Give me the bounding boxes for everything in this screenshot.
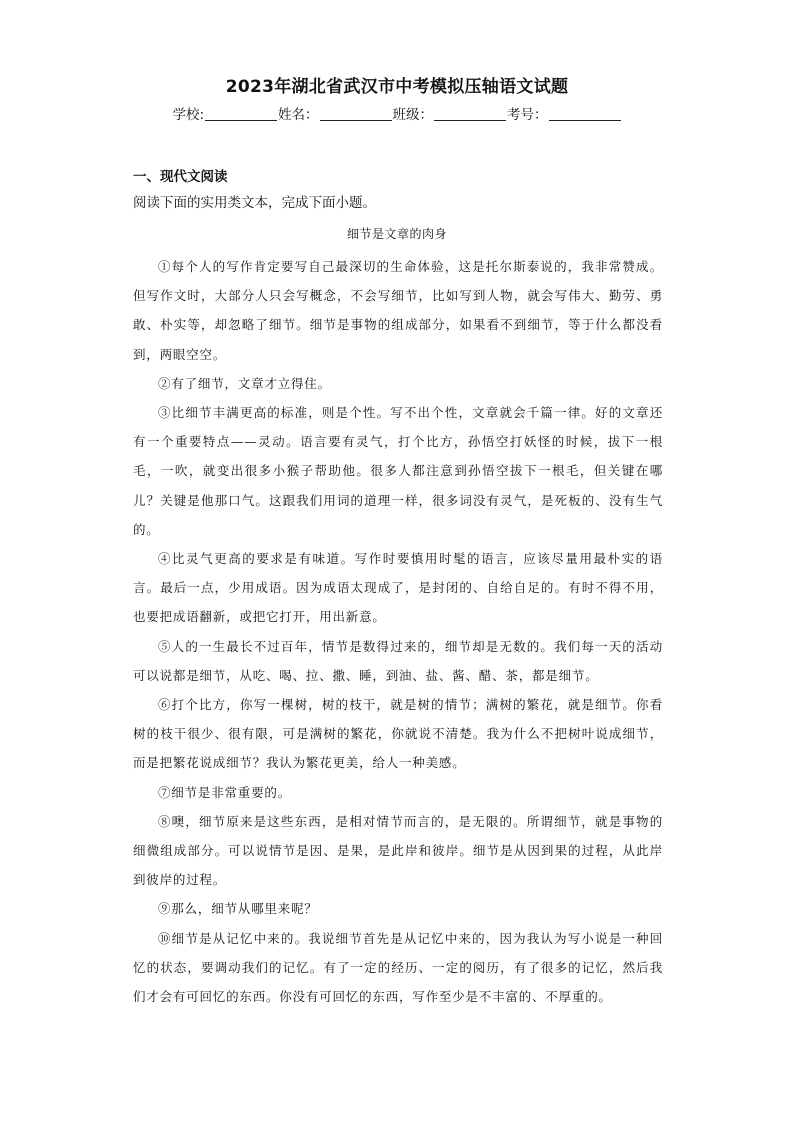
class-label: 班级： xyxy=(392,107,434,123)
paragraph-6: ⑥打个比方，你写一棵树，树的枝干，就是树的情节；满树的繁花，就是细节。你看树的枝干很少、很有限，可是满树的繁花，你就说不清楚。我为什么不把树叶说成细节，而是把繁花说成细节？我认为繁花更美，给人一种美感。 xyxy=(133,697,663,771)
school-label: 学校: xyxy=(172,107,205,123)
name-blank xyxy=(320,106,392,121)
number-blank xyxy=(549,106,621,121)
student-info-line xyxy=(0,103,794,123)
paragraph-10: ⑩细节是从记忆中来的。我说细节首先是从记忆中来的，因为我认为写小说是一种回忆的状态，要调动我们的记忆。有了一定的经历、一定的阅历，有了很多的记忆，然后我们才会有可回忆的东西。你没有可回忆的东西，写作至少是不丰富的、不厚重的。 xyxy=(133,930,663,1005)
paragraph-8: ⑧噢，细节原来是这些东西，是相对情节而言的，是无限的。所谓细节，就是事物的细微组成部分。可以说情节是因、是果，是此岸和彼岸。细节是从因到果的过程，从此岸到彼岸的过程。 xyxy=(133,813,663,888)
paragraph-7: ⑦细节是非常重要的。 xyxy=(158,784,292,800)
article-title: 细节是文章的肉身 xyxy=(346,227,447,241)
article-body xyxy=(133,252,663,1011)
school-blank xyxy=(205,106,277,121)
paragraph-4: ④比灵气更高的要求是有味道。写作时要慎用时髦的语言，应该尽量用最朴实的语言。最后一点，少用成语。因为成语太现成了，是封闭的、自给自足的。有时不得不用，也要把成语翻新，或把它打开，用出新意。 xyxy=(133,551,663,625)
paragraph-2: ②有了细节，文章才立得住。 xyxy=(158,375,331,391)
number-label: 考号： xyxy=(507,107,548,123)
paragraph-9: ⑨那么，细节从哪里来呢？ xyxy=(158,901,318,917)
name-label: 姓名： xyxy=(278,107,319,123)
paragraph-1: ①每个人的写作肯定要写自己最深切的生命体验，这是托尔斯泰说的，我非常赞成。但写作文时，大部分人只会写概念，不会写细节，比如写到人物，就会写伟大、勤劳、勇敢、朴实等，却忽略了细节。细节是事物的组成部分，如果看不到细节，等于什么都没看到，两眼空空。 xyxy=(133,259,663,362)
paragraph-3: ③比细节丰满更高的标准，则是个性。写不出个性，文章就会千篇一律。好的文章还有一个重要特点——灵动。语言要有灵气，打个比方，孙悟空打妖怪的时候，拔下一根毛，一吹，就变出很多小猴子帮助他。很多人都注意到孙悟空拔下一根毛，但关键在哪儿？关键是他那口气。这跟我们用词的道理一样，很多词没有灵气，是死板的、没有生气的。 xyxy=(133,405,663,537)
class-blank xyxy=(434,106,506,121)
paragraph-5: ⑤人的一生最长不过百年，情节是数得过来的，细节却是无数的。我们每一天的活动可以说都是细节，从吃、喝、拉、撒、睡，到油、盐、酱、醋、茶，都是细节。 xyxy=(133,638,663,683)
section-heading: 一、现代文阅读 xyxy=(133,169,228,185)
page-title: 2023年湖北省武汉市中考模拟压轴语文试题 xyxy=(225,77,569,97)
reading-instruction: 阅读下面的实用类文本，完成下面小题。 xyxy=(133,195,376,211)
